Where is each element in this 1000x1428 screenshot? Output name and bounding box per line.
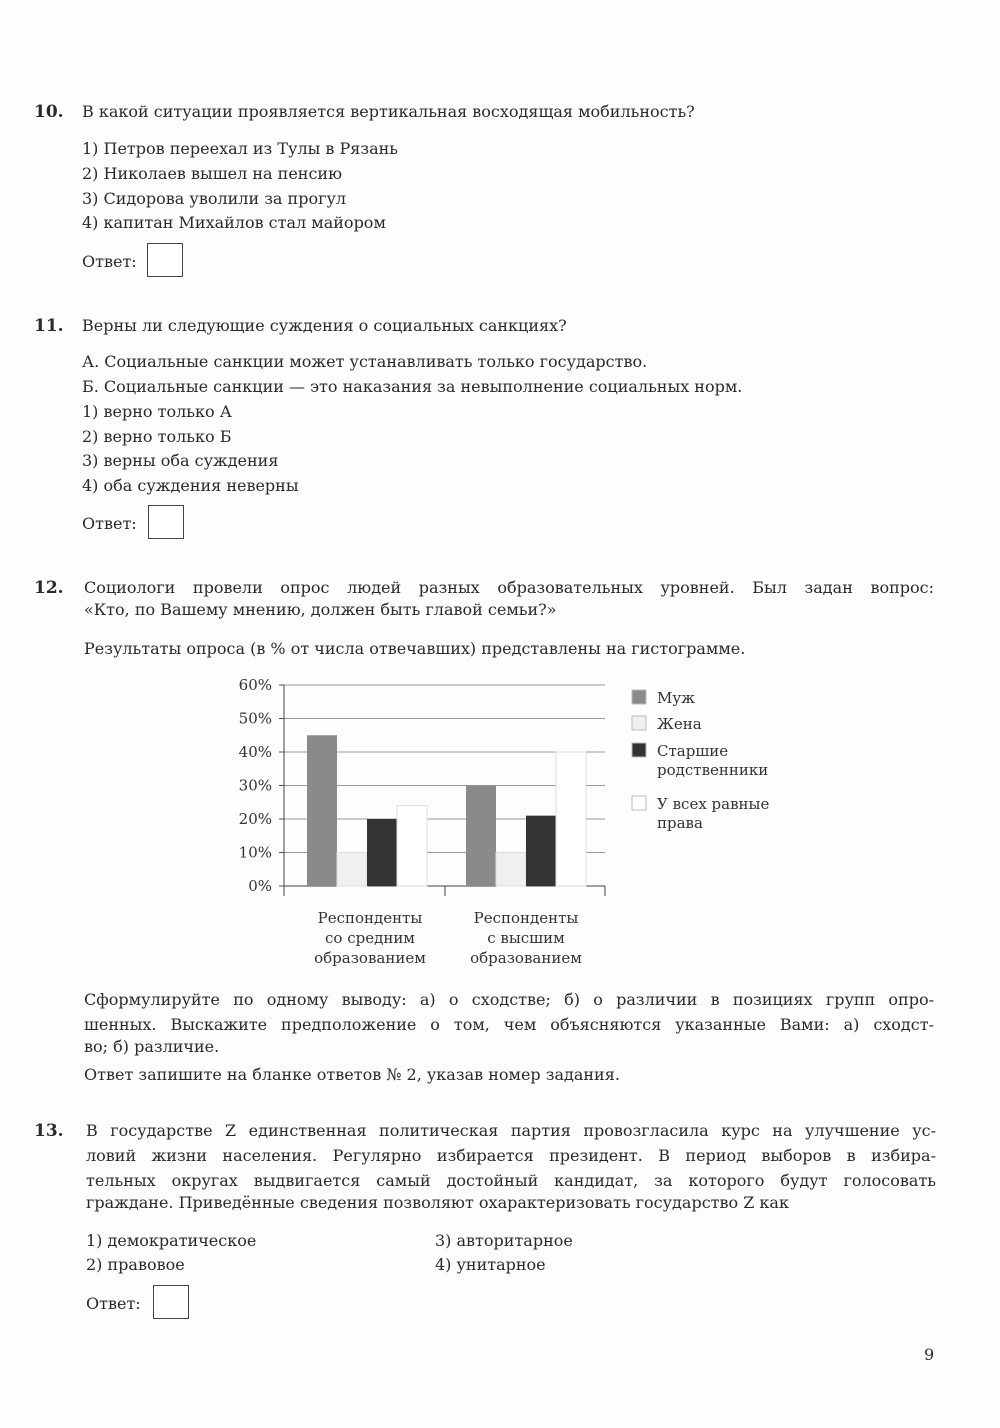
q11-option-2: 2) верно только Б [82,427,232,446]
legend-swatch [632,716,646,730]
q11-statement-a: А. Социальные санкции может устанавливать только государство. [82,352,648,371]
legend-label: родственники [657,761,769,779]
x-tick-label: с высшим [487,929,565,947]
q12-task-line-1: Сформулируйте по одному выводу: а) о сходстве; б) о различии в позициях групп опро- [84,990,934,1009]
q13-option-4: 4) унитарное [435,1255,546,1274]
q13-line-4: граждане. Приведённые сведения позволяют охарактеризовать государство Z как [86,1193,789,1212]
q13-answer-label: Ответ: [86,1294,141,1313]
q13-line-3: тельных округах выдвигается самый достойный кандидат, за которого будут голосовать [86,1171,936,1190]
x-tick-label: образованием [314,949,426,967]
y-tick-label: 10% [238,843,272,862]
legend-label: Муж [657,689,695,707]
q12-question-line-2: «Кто, по Вашему мнению, должен быть главой семьи?» [84,600,557,619]
legend-label: У всех равные [657,795,770,813]
q12-results-text: Результаты опроса (в % от числа отвечавших) представлены на гистограмме. [84,639,746,658]
legend-label: Жена [657,715,702,733]
bar-1-4 [397,806,427,886]
q12-instruction: Ответ запишите на бланке ответов № 2, указав номер задания. [84,1065,620,1084]
x-tick-label: образованием [470,949,582,967]
x-tick-label: Респонденты [317,909,423,927]
q13-line-2: ловий жизни населения. Регулярно избирается президент. В период выборов в избира- [86,1146,936,1165]
y-tick-label: 30% [238,776,272,795]
q11-number: 11. [34,316,64,336]
y-tick-label: 40% [238,743,272,761]
q11-question: Верны ли следующие суждения о социальных санкциях? [82,316,567,335]
q12-question-line-1: Социологи провели опрос людей разных образовательных уровней. Был задан вопрос: [84,578,934,597]
q10-option-4: 4) капитан Михайлов стал майором [82,213,386,232]
y-tick-label: 60% [238,676,272,694]
q10-option-3: 3) Сидорова уволили за прогул [82,189,347,208]
q11-option-4: 4) оба суждения неверны [82,476,299,495]
legend-swatch [632,796,646,810]
q12-task-line-2: шенных. Выскажите предположение о том, чем объясняются указанные Вами: а) сходст- [84,1015,934,1034]
q13-number: 13. [34,1121,64,1141]
legend-swatch [632,743,646,757]
page-number: 9 [924,1345,935,1364]
q13-option-1: 1) демократическое [86,1231,257,1250]
bar-2-4 [556,752,586,886]
q10-option-1: 1) Петров переехал из Тулы в Рязань [82,139,399,158]
bar-1-2 [337,853,367,887]
q11-answer-label: Ответ: [82,514,137,533]
q13-option-2: 2) правовое [86,1255,185,1274]
x-tick-label: со средним [325,929,415,947]
q10-number: 10. [34,102,64,122]
bar-2-2 [496,853,526,887]
x-tick-label: Респонденты [473,909,579,927]
bar-2-1 [466,786,496,887]
bar-2-3 [526,816,556,886]
y-tick-label: 0% [248,877,272,895]
legend-swatch [632,690,646,704]
q10-question: В какой ситуации проявляется вертикальная восходящая мобильность? [82,102,695,121]
y-tick-label: 50% [238,709,272,728]
q11-statement-b: Б. Социальные санкции — это наказания за невыполнение социальных норм. [82,377,743,396]
q11-option-3: 3) верны оба суждения [82,451,279,470]
q11-option-1: 1) верно только А [82,402,232,421]
legend-label: права [657,814,703,832]
q13-line-1: В государстве Z единственная политическая партия провозгласила курс на улучшение ус- [86,1121,936,1140]
q12-task-line-3: во; б) различие. [84,1037,220,1056]
q13-option-3: 3) авторитарное [435,1231,573,1250]
legend-label: Старшие [657,742,729,760]
q10-answer-label: Ответ: [82,252,137,271]
q10-option-2: 2) Николаев вышел на пенсию [82,164,342,183]
q12-number: 12. [34,578,64,598]
y-tick-label: 20% [238,810,272,828]
bar-1-3 [367,819,397,886]
bar-1-1 [307,735,337,886]
q13-answer-box[interactable] [153,1285,189,1319]
